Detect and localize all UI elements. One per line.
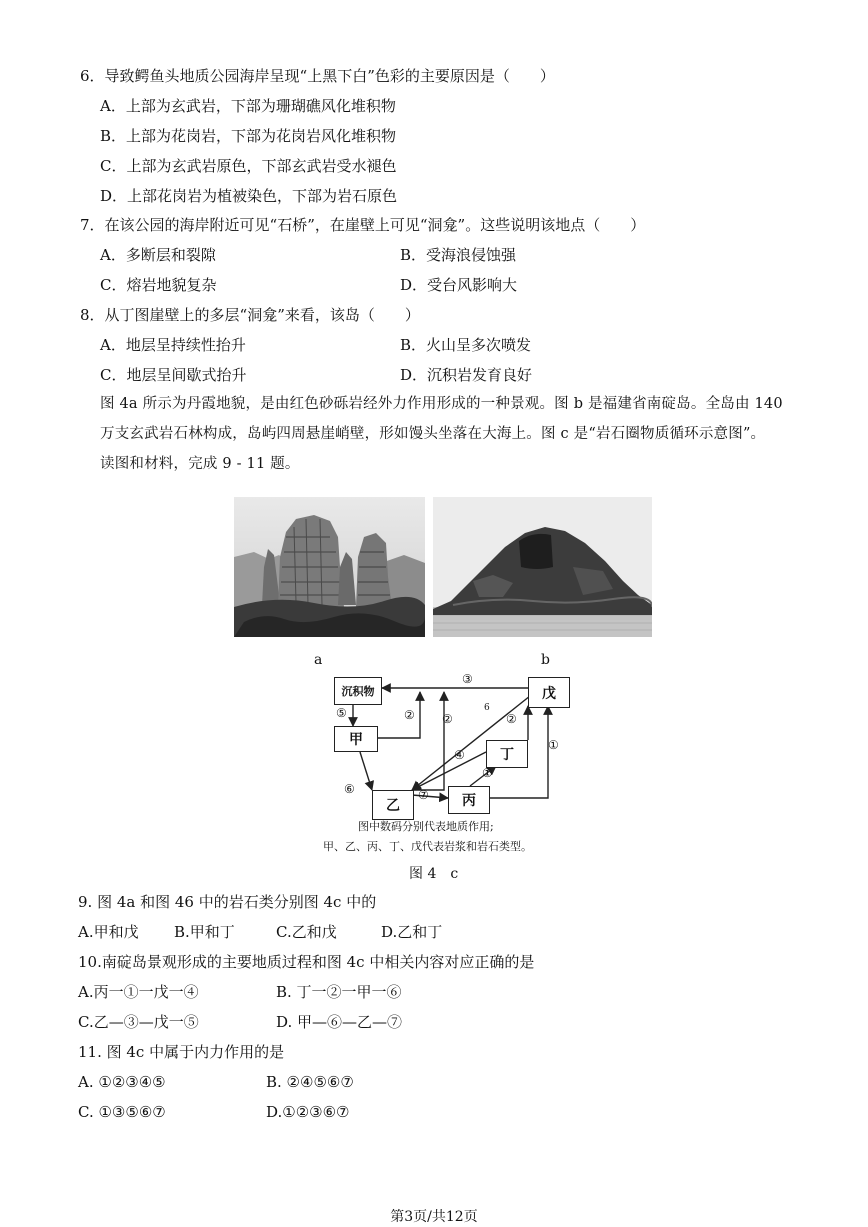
arrow-label-3-top: ③	[462, 672, 473, 686]
q7-option-c: C．熔岩地貌复杂	[100, 276, 217, 294]
figure-label-b: b	[541, 652, 550, 668]
figure-label-a: a	[314, 652, 323, 668]
photo-danxia-landform	[234, 497, 425, 637]
q6-option-a: A．上部为玄武岩，下部为珊瑚礁风化堆积物	[100, 97, 396, 115]
arrow-label-5: ⑤	[336, 706, 347, 720]
q8-option-c: C．地层呈间歇式抬升	[100, 366, 247, 384]
photo-nanding-island	[433, 497, 652, 637]
q6-option-d: D．上部花岗岩为植被染色，下部为岩石原色	[100, 187, 398, 205]
q6-option-c: C．上部为玄武岩原色，下部玄武岩受水褪色	[100, 157, 397, 175]
q9-option-b: B.甲和丁	[174, 923, 235, 941]
material-line-3: 读图和材料，完成 9 - 11 题。	[100, 456, 300, 472]
q7-stem: 7．在该公园的海岸附近可见“石桥”，在崖壁上可见“洞龛”。这些说明该地点（ ）	[80, 216, 646, 234]
q7-option-a: A．多断层和裂隙	[100, 246, 216, 264]
q7-option-d: D．受台风影响大	[400, 276, 518, 294]
box-ding: 丁	[486, 740, 528, 768]
box-jia: 甲	[334, 726, 378, 752]
page-footer: 第3页/共12页	[390, 1209, 478, 1225]
q10-stem: 10.南碇岛景观形成的主要地质过程和图 4c 中相关内容对应正确的是	[78, 953, 535, 971]
box-bing: 丙	[448, 786, 490, 814]
arrow-label-6-circled: ⑥	[344, 782, 355, 796]
material-line-1: 图 4a 所示为丹霞地貌，是由红色砂砾岩经外力作用形成的一种景观。图 b 是福建省南碇岛。全岛由 140	[100, 396, 783, 412]
q10-option-d: D. 甲—⑥—乙—⑦	[276, 1013, 403, 1031]
q7-option-b: B．受海浪侵蚀强	[400, 246, 517, 264]
q11-option-d: D.①②③⑥⑦	[266, 1103, 350, 1121]
diagram-note-1: 图中数码分别代表地质作用;	[358, 820, 494, 833]
arrow-label-4: ④	[454, 748, 465, 762]
box-wu: 戊	[528, 677, 570, 708]
arrow-label-6-small: 6	[484, 703, 490, 713]
arrow-label-1-right: ①	[548, 738, 559, 752]
q8-option-d: D．沉积岩发育良好	[400, 366, 533, 384]
q10-option-b: B. 丁一②一甲一⑥	[276, 983, 402, 1001]
q10-option-a: A.丙一①一戊一④	[78, 983, 199, 1001]
arrow-label-7: ⑦	[418, 788, 429, 802]
q6-stem: 6．导致鳄鱼头地质公园海岸呈现“上黑下白”色彩的主要原因是（ ）	[80, 67, 555, 85]
q11-stem: 11. 图 4c 中属于内力作用的是	[78, 1043, 285, 1061]
q9-option-d: D.乙和丁	[381, 923, 443, 941]
q11-option-c: C. ①③⑤⑥⑦	[78, 1103, 166, 1121]
material-line-2: 万支玄武岩石林构成，岛屿四周悬崖峭壁，形如馒头坐落在大海上。图 c 是“岩石圈物质循环示意图”。	[100, 426, 766, 442]
q9-option-a: A.甲和戊	[78, 923, 139, 941]
q10-option-c: C.乙—③—戊一⑤	[78, 1013, 199, 1031]
arrow-label-1-bing: ①	[482, 766, 493, 780]
q11-option-a: A. ①②③④⑤	[78, 1073, 166, 1091]
arrow-label-2-jia: ②	[404, 708, 415, 722]
q6-option-b: B．上部为花岗岩，下部为花岗岩风化堆积物	[100, 127, 397, 145]
arrow-label-2-yi: ②	[442, 712, 453, 726]
diagram-note-2: 甲、乙、丙、丁、戊代表岩浆和岩石类型。	[323, 840, 532, 853]
box-sediment: 沉积物	[334, 677, 382, 705]
q9-option-c: C.乙和戊	[276, 923, 337, 941]
arrow-label-2-ding: ②	[506, 712, 517, 726]
q8-stem: 8．从丁图崖壁上的多层“洞龛”来看，该岛（ ）	[80, 306, 420, 324]
q9-stem: 9. 图 4a 和图 46 中的岩石类分别图 4c 中的	[78, 893, 377, 911]
box-yi: 乙	[372, 790, 414, 820]
figure-caption: 图 4 c	[409, 866, 459, 882]
q8-option-a: A．地层呈持续性抬升	[100, 336, 246, 354]
q8-option-b: B．火山呈多次喷发	[400, 336, 532, 354]
q11-option-b: B. ②④⑤⑥⑦	[266, 1073, 354, 1091]
